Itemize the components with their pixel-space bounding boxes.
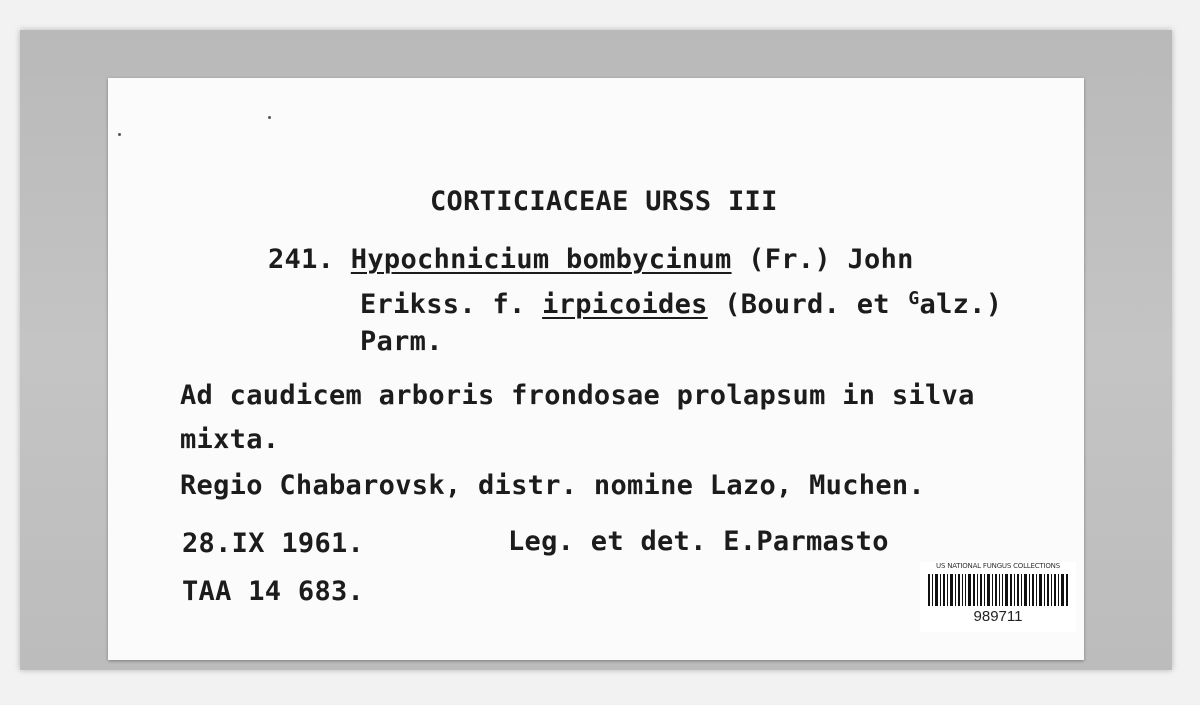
dust-speck	[118, 133, 121, 136]
habitat-line-1: Ad caudicem arboris frondosae prolapsum in silva	[180, 380, 975, 411]
taxon-authority-3: (Bourd. et $^G$alz.)	[724, 288, 1003, 320]
taxon-line-3: Parm.	[360, 326, 443, 357]
barcode-number: 989711	[973, 608, 1023, 625]
barcode-header: US NATIONAL FUNGUS COLLECTIONS	[936, 562, 1060, 570]
barcode-bars	[928, 574, 1068, 606]
collector: Leg. et det. E.Parmasto	[508, 526, 889, 557]
taxon-line-2	[360, 288, 1002, 320]
taxon-name: Hypochnicium bombycinum	[350, 244, 732, 275]
taxon-line-1	[268, 244, 914, 275]
locality: Regio Chabarovsk, distr. nomine Lazo, Muchen.	[180, 470, 925, 501]
taxon-authority-2: Erikss. f.	[360, 289, 526, 320]
taxon-authority-1: (Fr.) John	[748, 244, 914, 275]
taxon-form: irpicoides	[542, 289, 708, 320]
label-heading: CORTICIACEAE URSS III	[430, 186, 778, 217]
entry-number: 241.	[268, 244, 335, 275]
specimen-label	[108, 78, 1084, 660]
accession-number: TAA 14 683.	[182, 576, 365, 607]
collection-date: 28.IX 1961.	[182, 528, 365, 559]
habitat-line-2: mixta.	[180, 424, 280, 455]
dust-speck	[268, 116, 271, 119]
barcode-label	[920, 562, 1076, 632]
